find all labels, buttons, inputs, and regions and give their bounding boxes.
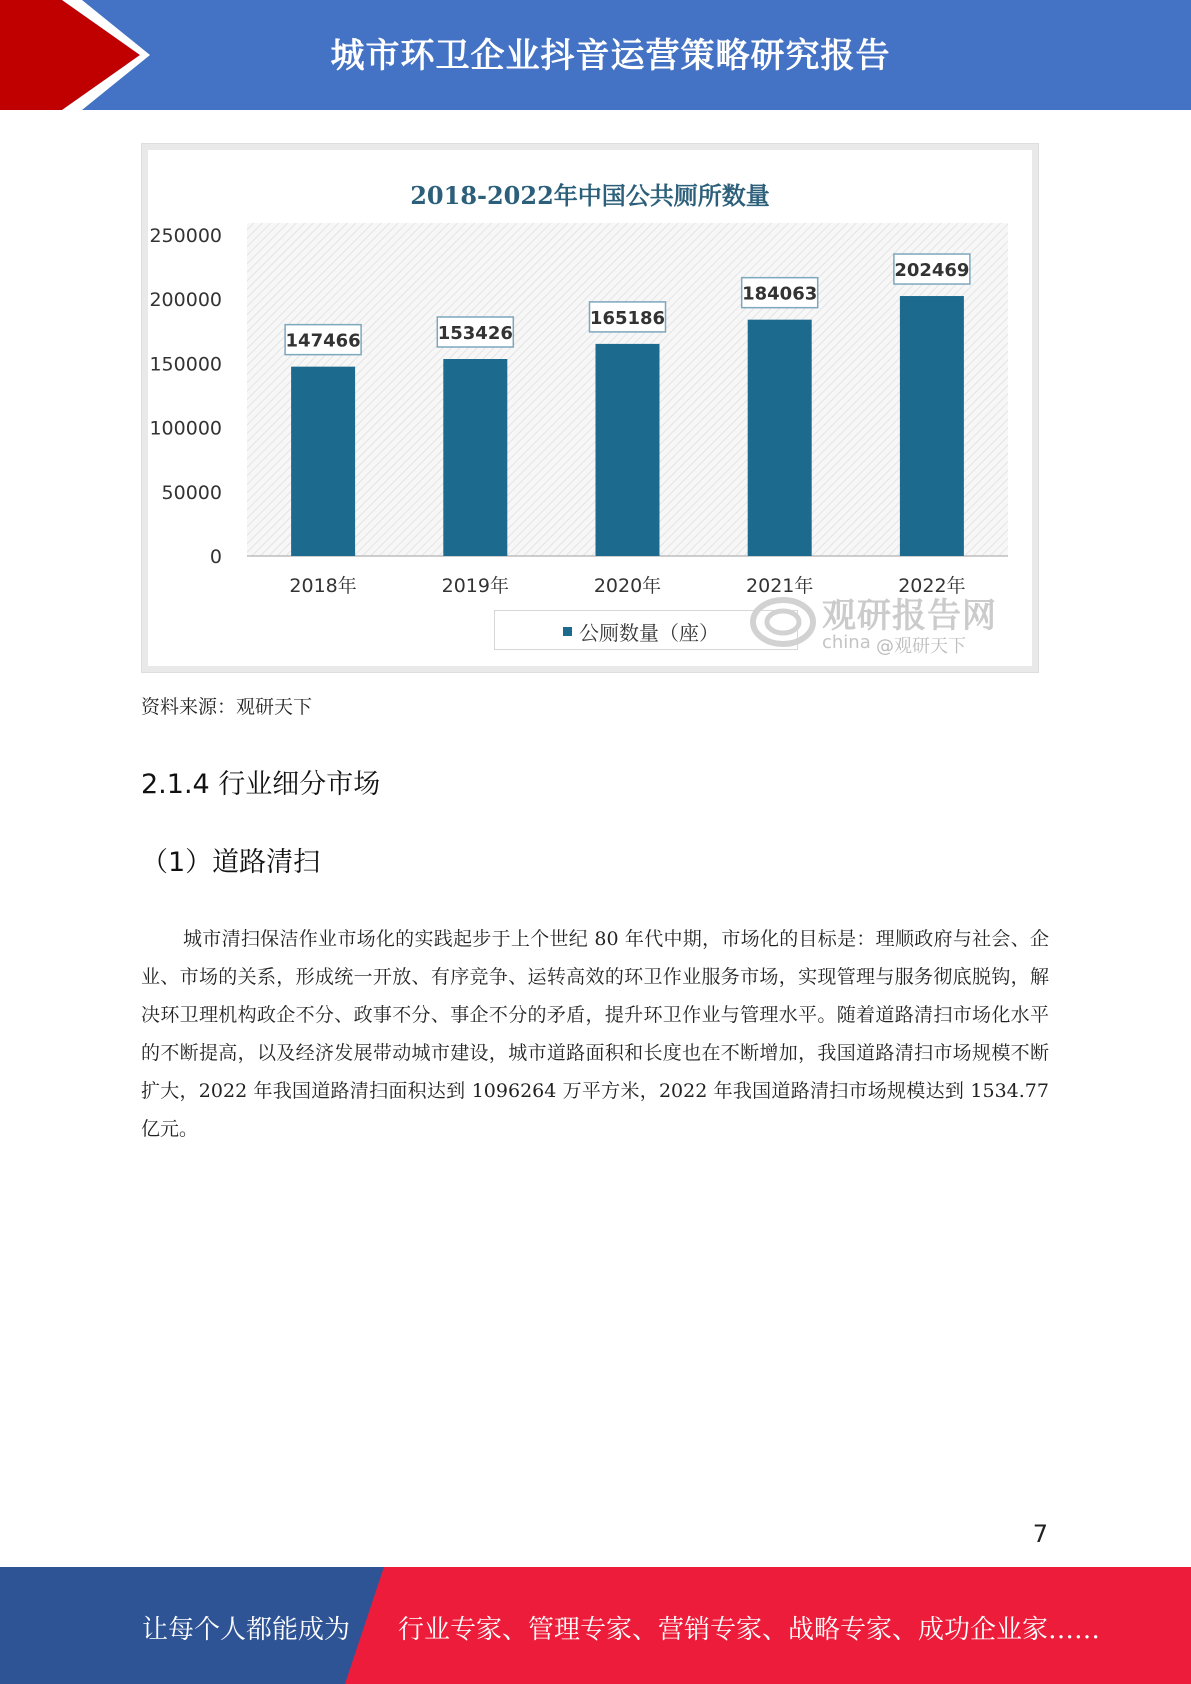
chart-figure: [141, 143, 1039, 673]
bar: [900, 296, 964, 556]
data-label: 147466: [285, 330, 361, 352]
watermark-logo-icon: [748, 592, 818, 652]
chart-panel: [148, 150, 1032, 666]
body-paragraph: 城市清扫保洁作业市场化的实践起步于上个世纪 80 年代中期，市场化的目标是：理顺政府与社会、企业、市场的关系，形成统一开放、有序竞争、运转高效的环卫作业服务市场，实现管理与服务彻底脱钩，解决环卫理机构政企不分、政事不分、事企不分的矛盾，提升环卫作业与管理水平。随着道路清扫市场化水平的不断提高，以及经济发展带动城市建设，城市道路面积和长度也在不断增加，我国道路清扫市场规模不断扩大，2022 年我国道路清扫面积达到 1096264 万平方米，2022 年我国道路清扫市场规模达到 1534.77 亿元。: [141, 928, 1049, 1140]
y-tick-label: 250000: [149, 225, 222, 247]
watermark-brand: 观研报告网: [822, 596, 997, 636]
header-banner: [0, 0, 1191, 110]
y-tick-label: 0: [209, 546, 222, 568]
x-tick-label: 2022年: [898, 575, 966, 597]
x-tick-label: 2019年: [441, 575, 509, 597]
chart-title: 2018-2022年中国公共厕所数量: [410, 181, 770, 210]
data-label: 184063: [742, 283, 818, 305]
watermark-handle: @观研天下: [876, 636, 966, 657]
bar: [596, 344, 660, 556]
watermark: [748, 588, 1018, 660]
page-number: 7: [1032, 1520, 1048, 1548]
legend-swatch: [563, 627, 572, 636]
section-heading: 2.1.4 行业细分市场: [141, 769, 381, 800]
x-tick-label: 2021年: [746, 575, 814, 597]
source-note: 资料来源：观研天下: [141, 696, 313, 718]
bar: [443, 359, 507, 556]
y-tick-label: 50000: [161, 481, 222, 504]
x-tick-label: 2018年: [289, 575, 357, 597]
legend-label: 公厕数量（座）: [579, 621, 719, 645]
footer-slogan-right: 行业专家、管理专家、营销专家、战略专家、成功企业家……: [398, 1615, 1101, 1645]
sub-heading: （1）道路清扫: [141, 847, 321, 878]
bar: [748, 320, 812, 556]
watermark-site: china: [822, 632, 871, 653]
data-label: 165186: [589, 307, 666, 329]
data-label: 202469: [894, 260, 970, 282]
y-tick-label: 150000: [149, 353, 222, 376]
data-label: 153426: [437, 323, 513, 345]
y-tick-label: 100000: [149, 417, 222, 440]
y-tick-label: 200000: [149, 289, 222, 312]
footer-slogan-left: 让每个人都能成为: [142, 1615, 351, 1645]
x-tick-label: 2020年: [593, 575, 662, 597]
footer-banner: [0, 1567, 1191, 1684]
report-title: 城市环卫企业抖音运营策略研究报告: [330, 36, 891, 76]
bar: [291, 367, 355, 556]
